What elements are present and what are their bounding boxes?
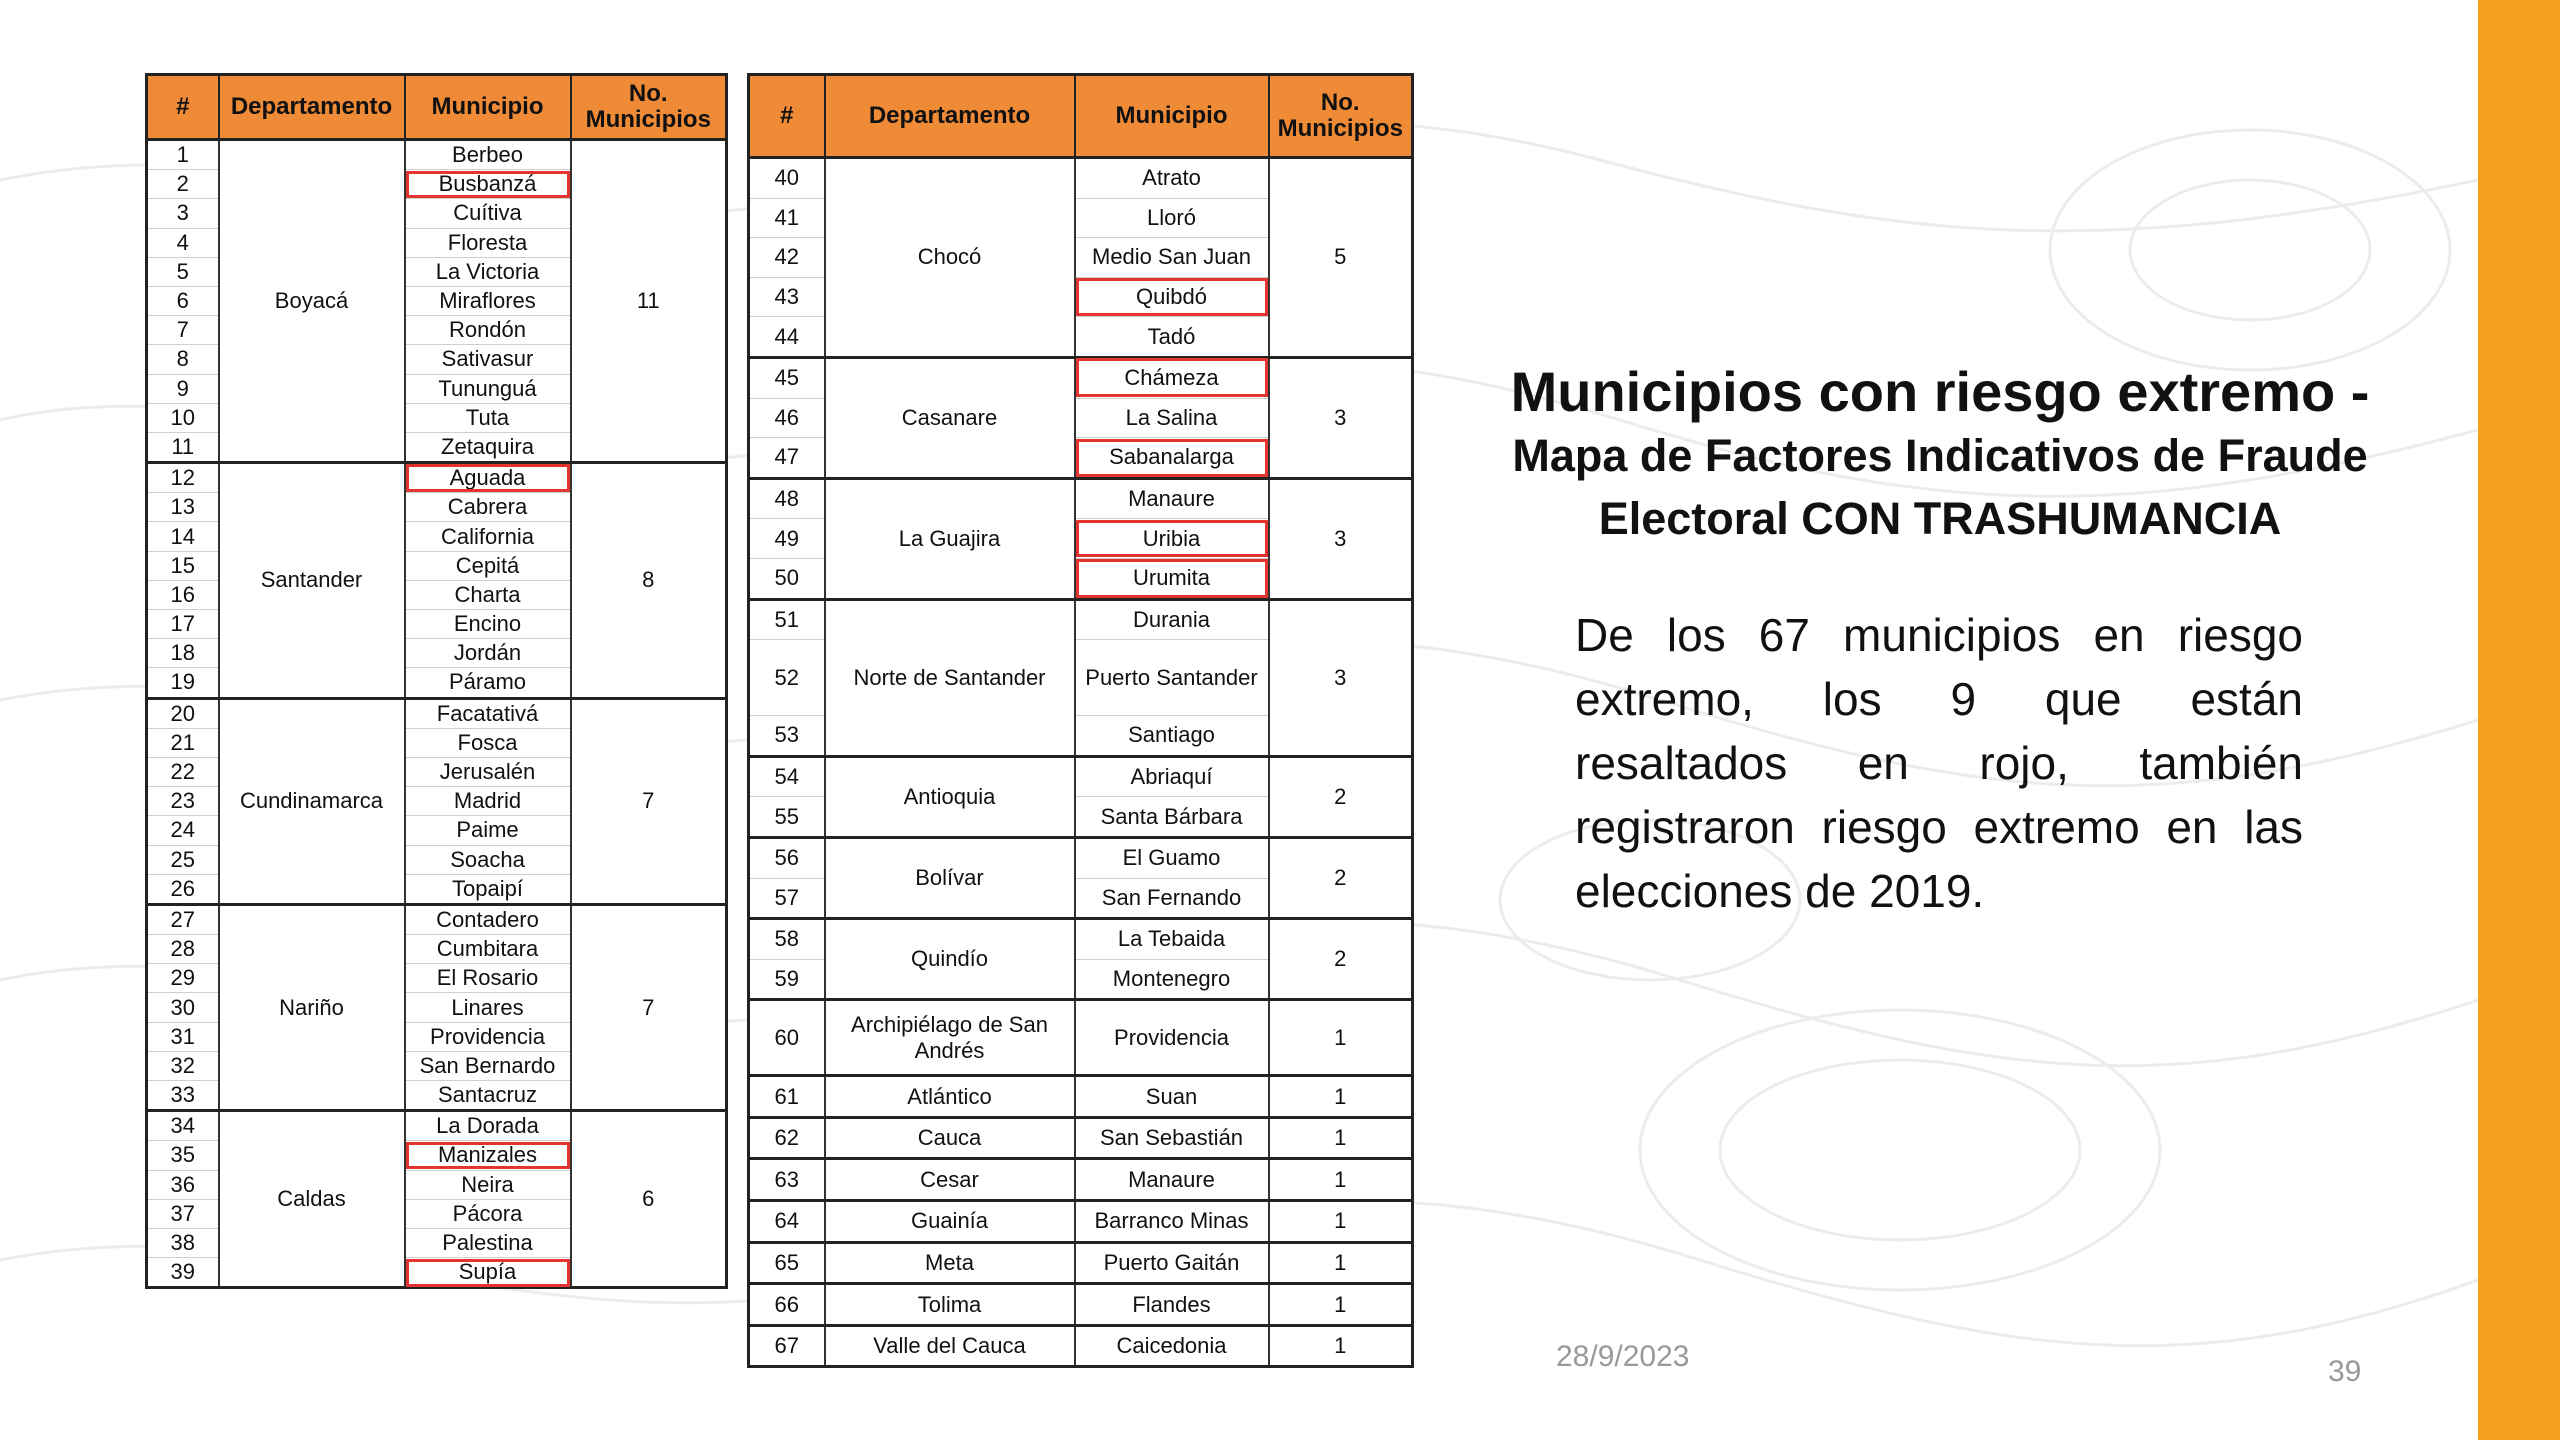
cell-municipio: Santiago [1075,716,1269,757]
cell-departamento: Quindío [825,919,1075,1000]
cell-no-municipios: 1 [1269,1000,1413,1076]
cell-municipio: Flandes [1075,1284,1269,1326]
table-row [749,1201,1413,1243]
cell-no-municipios: 1 [1269,1325,1413,1367]
cell-municipio: Jordán [405,639,571,668]
cell-num: 60 [749,1000,825,1076]
table-row [147,1111,727,1141]
cell-num: 56 [749,837,825,878]
cell-municipio: Madrid [405,787,571,816]
header-municipio: Municipio [405,75,571,140]
table-row [749,919,1413,960]
table-row [749,158,1413,199]
cell-departamento: Norte de Santander [825,599,1075,756]
cell-municipio: Manaure [1075,1159,1269,1201]
cell-municipio: Tadó [1075,317,1269,358]
table-row [749,357,1413,398]
cell-municipio: Rondón [405,316,571,345]
cell-num: 41 [749,198,825,238]
table-body [147,140,727,1288]
cell-municipio: Páramo [405,668,571,698]
cell-municipio: Linares [405,993,571,1022]
cell-municipio: Sativasur [405,345,571,374]
cell-departamento: Archipiélago de San Andrés [825,1000,1075,1076]
cell-municipio: Providencia [405,1022,571,1051]
cell-num: 39 [147,1258,219,1288]
cell-num: 20 [147,698,219,728]
table-row [147,140,727,170]
cell-municipio: Contadero [405,904,571,934]
cell-departamento: Atlántico [825,1076,1075,1118]
cell-municipio: La Dorada [405,1111,571,1141]
title-line-3: Electoral CON TRASHUMANCIA [1598,493,2282,545]
table-row [749,756,1413,797]
cell-departamento: Meta [825,1242,1075,1284]
table-row [749,1284,1413,1326]
slide-title [1420,360,2460,550]
cell-num: 13 [147,493,219,522]
cell-departamento: Boyacá [219,140,405,463]
municipios-table-1 [145,73,728,1289]
table-row [749,1000,1413,1076]
cell-num: 65 [749,1242,825,1284]
cell-municipio: Puerto Gaitán [1075,1242,1269,1284]
table-row [147,463,727,493]
cell-departamento: Chocó [825,158,1075,358]
cell-no-municipios: 3 [1269,599,1413,756]
cell-num: 4 [147,228,219,257]
cell-departamento: Caldas [219,1111,405,1288]
cell-num: 36 [147,1170,219,1199]
cell-num: 59 [749,959,825,1000]
cell-municipio: La Salina [1075,398,1269,438]
cell-municipio: Cumbitara [405,935,571,964]
cell-no-municipios: 1 [1269,1159,1413,1201]
cell-municipio: Tununguá [405,374,571,403]
cell-num: 2 [147,170,219,199]
cell-departamento: Nariño [219,904,405,1110]
body-paragraph: De los 67 municipios en riesgo extremo, los 9 que están resaltados en rojo, también registraron riesgo extremo en las elecciones de 2019. [1575,609,2303,917]
cell-municipio: Abriaquí [1075,756,1269,797]
cell-municipio: Palestina [405,1228,571,1257]
cell-no-municipios: 2 [1269,837,1413,918]
cell-num: 63 [749,1159,825,1201]
cell-departamento: Bolívar [825,837,1075,918]
cell-num: 67 [749,1325,825,1367]
header-departamento: Departamento [219,75,405,140]
cell-num: 17 [147,610,219,639]
header-num: # [749,75,825,158]
cell-num: 16 [147,580,219,609]
cell-departamento: Cundinamarca [219,698,405,904]
municipios-table-2 [747,73,1414,1368]
cell-no-municipios: 3 [1269,357,1413,478]
cell-no-municipios: 6 [571,1111,727,1288]
cell-num: 34 [147,1111,219,1141]
table-body [749,158,1413,1367]
cell-num: 66 [749,1284,825,1326]
table-row [749,1242,1413,1284]
cell-num: 19 [147,668,219,698]
cell-num: 9 [147,374,219,403]
cell-no-municipios: 5 [1269,158,1413,358]
cell-no-municipios: 1 [1269,1201,1413,1243]
cell-departamento: Cesar [825,1159,1075,1201]
cell-municipio: El Rosario [405,964,571,993]
table-row [749,1117,1413,1159]
table-header-row [749,75,1413,158]
cell-municipio: Encino [405,610,571,639]
cell-departamento: Tolima [825,1284,1075,1326]
header-no-municipios: No. Municipios [1269,75,1413,158]
cell-num: 21 [147,728,219,757]
table-row [749,1325,1413,1367]
cell-num: 29 [147,964,219,993]
cell-no-municipios: 7 [571,698,727,904]
cell-municipio-highlighted: Uribia [1075,519,1269,559]
cell-municipio: Cepitá [405,551,571,580]
cell-num: 3 [147,199,219,228]
cell-departamento: Santander [219,463,405,699]
cell-no-municipios: 8 [571,463,727,699]
cell-municipio: Cuítiva [405,199,571,228]
table-row [749,1159,1413,1201]
cell-municipio: Caicedonia [1075,1325,1269,1367]
cell-num: 44 [749,317,825,358]
cell-municipio: Pácora [405,1199,571,1228]
cell-num: 28 [147,935,219,964]
cell-no-municipios: 1 [1269,1242,1413,1284]
page-number: 39 [2328,1355,2362,1388]
cell-no-municipios: 2 [1269,919,1413,1000]
cell-num: 64 [749,1201,825,1243]
title-main: Municipios con riesgo extremo - [1510,360,2370,423]
cell-num: 14 [147,522,219,551]
cell-num: 24 [147,816,219,845]
cell-num: 6 [147,286,219,315]
cell-num: 62 [749,1117,825,1159]
cell-municipio: Topaipí [405,874,571,904]
cell-num: 5 [147,257,219,286]
cell-municipio-highlighted: Urumita [1075,558,1269,599]
cell-num: 38 [147,1228,219,1257]
title-line-2: Mapa de Factores Indicativos de Fraude [1512,430,2368,482]
cell-num: 51 [749,599,825,640]
cell-departamento: Valle del Cauca [825,1325,1075,1367]
table-row [749,1076,1413,1118]
cell-num: 53 [749,716,825,757]
cell-num: 55 [749,797,825,838]
cell-num: 40 [749,158,825,199]
table-row [147,904,727,934]
cell-municipio: Facatativá [405,698,571,728]
cell-municipio: El Guamo [1075,837,1269,878]
cell-no-municipios: 2 [1269,756,1413,837]
cell-municipio: La Tebaida [1075,919,1269,960]
cell-departamento: Guainía [825,1201,1075,1243]
cell-num: 8 [147,345,219,374]
cell-municipio: San Fernando [1075,878,1269,919]
table-row [749,599,1413,640]
cell-num: 48 [749,478,825,519]
cell-num: 57 [749,878,825,919]
cell-municipio-highlighted: Chámeza [1075,357,1269,398]
cell-municipio: Lloró [1075,198,1269,238]
cell-num: 46 [749,398,825,438]
cell-municipio: Durania [1075,599,1269,640]
cell-departamento: Casanare [825,357,1075,478]
footer-date: 28/9/2023 [1556,1340,1690,1373]
cell-municipio: Berbeo [405,140,571,170]
cell-municipio: La Victoria [405,257,571,286]
cell-num: 49 [749,519,825,559]
cell-num: 43 [749,277,825,317]
cell-no-municipios: 7 [571,904,727,1110]
table-header-row [147,75,727,140]
cell-municipio-highlighted: Quibdó [1075,277,1269,317]
cell-num: 27 [147,904,219,934]
cell-num: 37 [147,1199,219,1228]
cell-municipio: Santa Bárbara [1075,797,1269,838]
cell-num: 18 [147,639,219,668]
cell-municipio-highlighted: Aguada [405,463,571,493]
cell-municipio: Medio San Juan [1075,238,1269,278]
cell-num: 33 [147,1081,219,1111]
cell-num: 15 [147,551,219,580]
cell-num: 50 [749,558,825,599]
cell-municipio: Cabrera [405,493,571,522]
cell-municipio: Neira [405,1170,571,1199]
header-departamento: Departamento [825,75,1075,158]
cell-num: 23 [147,787,219,816]
cell-num: 47 [749,438,825,479]
cell-municipio: Miraflores [405,286,571,315]
cell-municipio: Floresta [405,228,571,257]
cell-municipio: Suan [1075,1076,1269,1118]
header-no-municipios: No. Municipios [571,75,727,140]
cell-municipio: San Sebastián [1075,1117,1269,1159]
cell-departamento: Antioquia [825,756,1075,837]
cell-municipio: California [405,522,571,551]
cell-num: 22 [147,757,219,786]
table-row [147,698,727,728]
cell-departamento: Cauca [825,1117,1075,1159]
cell-municipio: Fosca [405,728,571,757]
cell-no-municipios: 1 [1269,1284,1413,1326]
table-row [749,478,1413,519]
cell-municipio: Montenegro [1075,959,1269,1000]
cell-municipio: Jerusalén [405,757,571,786]
cell-municipio-highlighted: Busbanzá [405,170,571,199]
cell-num: 12 [147,463,219,493]
header-num: # [147,75,219,140]
cell-municipio-highlighted: Supía [405,1258,571,1288]
cell-no-municipios: 3 [1269,478,1413,599]
cell-num: 52 [749,640,825,716]
cell-num: 30 [147,993,219,1022]
cell-departamento: La Guajira [825,478,1075,599]
cell-municipio-highlighted: Manizales [405,1141,571,1170]
cell-no-municipios: 1 [1269,1117,1413,1159]
cell-municipio: Soacha [405,845,571,874]
cell-num: 42 [749,238,825,278]
cell-municipio: Manaure [1075,478,1269,519]
cell-municipio: Tuta [405,403,571,432]
cell-num: 25 [147,845,219,874]
cell-num: 1 [147,140,219,170]
cell-num: 35 [147,1141,219,1170]
cell-num: 7 [147,316,219,345]
cell-no-municipios: 1 [1269,1076,1413,1118]
cell-municipio: Charta [405,580,571,609]
cell-municipio: Zetaquira [405,432,571,462]
cell-num: 26 [147,874,219,904]
header-municipio: Municipio [1075,75,1269,158]
cell-municipio: Puerto Santander [1075,640,1269,716]
cell-municipio-highlighted: Sabanalarga [1075,438,1269,479]
cell-municipio: Atrato [1075,158,1269,199]
cell-municipio: San Bernardo [405,1051,571,1080]
cell-num: 31 [147,1022,219,1051]
cell-num: 45 [749,357,825,398]
cell-municipio: Santacruz [405,1081,571,1111]
cell-num: 58 [749,919,825,960]
cell-no-municipios: 11 [571,140,727,463]
cell-municipio: Providencia [1075,1000,1269,1076]
cell-num: 32 [147,1051,219,1080]
accent-bar [2478,0,2560,1440]
cell-num: 54 [749,756,825,797]
cell-municipio: Paime [405,816,571,845]
table-row [749,837,1413,878]
cell-num: 61 [749,1076,825,1118]
cell-municipio: Barranco Minas [1075,1201,1269,1243]
cell-num: 11 [147,432,219,462]
cell-num: 10 [147,403,219,432]
